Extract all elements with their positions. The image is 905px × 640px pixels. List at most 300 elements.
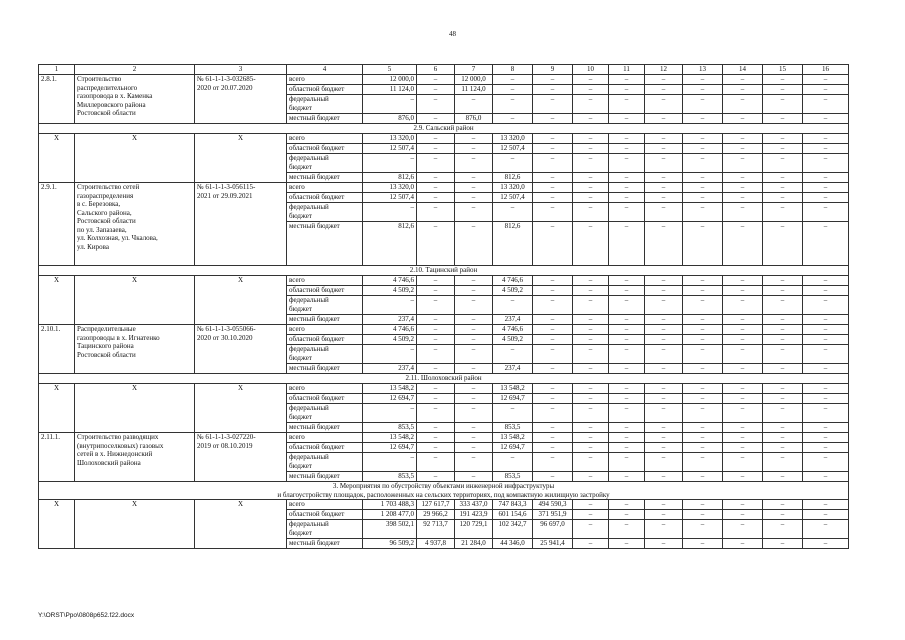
funding-source: федеральный бюджет [287, 345, 363, 364]
funding-source: всего [287, 325, 363, 335]
value-cell: – [683, 183, 723, 193]
value-cell: – [723, 364, 763, 374]
funding-source: всего [287, 75, 363, 85]
value-cell: – [609, 296, 645, 315]
value-cell: – [533, 114, 573, 124]
value-cell: 812,6 [493, 222, 533, 266]
value-cell: – [573, 276, 609, 286]
value-cell: 12 694,7 [493, 394, 533, 404]
value-cell: – [803, 144, 849, 154]
value-cell: – [723, 433, 763, 443]
value-cell: – [533, 345, 573, 364]
funding-source: всего [287, 384, 363, 394]
value-cell: 191 423,9 [455, 510, 493, 520]
value-cell: 333 437,0 [455, 500, 493, 510]
value-cell: – [683, 144, 723, 154]
value-cell: – [683, 276, 723, 286]
value-cell: – [417, 222, 455, 266]
value-cell: – [455, 472, 493, 482]
value-cell: – [763, 433, 803, 443]
value-cell: 4 937,8 [417, 539, 455, 549]
funding-source: областной бюджет [287, 510, 363, 520]
value-cell: – [455, 394, 493, 404]
value-cell: – [455, 276, 493, 286]
value-cell: 96 697,0 [533, 520, 573, 539]
value-cell: – [417, 394, 455, 404]
value-cell: – [683, 203, 723, 222]
value-cell: – [763, 500, 803, 510]
value-cell: – [723, 134, 763, 144]
table-row [39, 384, 849, 394]
funding-source: федеральный бюджет [287, 404, 363, 423]
value-cell: – [417, 85, 455, 95]
value-cell: – [723, 144, 763, 154]
value-cell: – [645, 173, 683, 183]
value-cell: – [723, 85, 763, 95]
value-cell: 398 502,1 [363, 520, 417, 539]
value-cell: 812,6 [493, 173, 533, 183]
value-cell: – [645, 114, 683, 124]
value-cell: 747 843,3 [493, 500, 533, 510]
value-cell: – [645, 404, 683, 423]
value-cell: – [533, 443, 573, 453]
value-cell: – [493, 75, 533, 85]
value-cell: – [417, 296, 455, 315]
funding-source: местный бюджет [287, 222, 363, 266]
value-cell: 25 941,4 [533, 539, 573, 549]
value-cell: – [763, 423, 803, 433]
value-cell: – [573, 173, 609, 183]
value-cell: – [417, 453, 455, 472]
value-cell: – [363, 296, 417, 315]
value-cell: 13 548,2 [493, 433, 533, 443]
value-cell: – [417, 472, 455, 482]
value-cell: – [763, 183, 803, 193]
value-cell: – [683, 286, 723, 296]
value-cell: – [417, 315, 455, 325]
funding-source: федеральный бюджет [287, 520, 363, 539]
value-cell: 237,4 [363, 364, 417, 374]
column-header: 2 [75, 65, 195, 75]
column-header: 5 [363, 65, 417, 75]
value-cell: – [455, 345, 493, 364]
value-cell: – [803, 335, 849, 345]
value-cell: – [609, 193, 645, 203]
value-cell: – [609, 364, 645, 374]
value-cell: 601 154,6 [493, 510, 533, 520]
value-cell: – [609, 85, 645, 95]
value-cell: – [363, 203, 417, 222]
value-cell: 812,6 [363, 173, 417, 183]
value-cell: 4 509,2 [363, 286, 417, 296]
value-cell: – [417, 134, 455, 144]
value-cell: – [803, 510, 849, 520]
value-cell: – [683, 173, 723, 183]
value-cell: – [609, 144, 645, 154]
value-cell: – [645, 222, 683, 266]
value-cell: – [803, 203, 849, 222]
value-cell: – [763, 384, 803, 394]
value-cell: – [723, 520, 763, 539]
section-heading-row [39, 374, 849, 384]
value-cell: – [573, 315, 609, 325]
value-cell: – [723, 173, 763, 183]
value-cell: – [763, 75, 803, 85]
value-cell: – [533, 325, 573, 335]
value-cell: – [763, 394, 803, 404]
value-cell: 13 320,0 [363, 183, 417, 193]
value-cell: – [417, 276, 455, 286]
column-header: 10 [573, 65, 609, 75]
value-cell: – [455, 173, 493, 183]
value-cell: – [455, 286, 493, 296]
value-cell: – [763, 443, 803, 453]
value-cell: – [803, 75, 849, 85]
value-cell: 21 284,0 [455, 539, 493, 549]
item-document: Х [195, 384, 287, 433]
column-header: 3 [195, 65, 287, 75]
funding-source: областной бюджет [287, 193, 363, 203]
value-cell: – [573, 394, 609, 404]
value-cell: 11 124,0 [363, 85, 417, 95]
value-cell: 876,0 [455, 114, 493, 124]
value-cell: – [683, 500, 723, 510]
page-number: 48 [449, 30, 456, 38]
value-cell: – [803, 443, 849, 453]
value-cell: – [609, 520, 645, 539]
item-name: Х [75, 276, 195, 325]
value-cell: – [573, 384, 609, 394]
value-cell: – [493, 404, 533, 423]
value-cell: – [455, 134, 493, 144]
value-cell: – [723, 286, 763, 296]
value-cell: – [645, 443, 683, 453]
value-cell: – [723, 154, 763, 173]
value-cell: – [533, 183, 573, 193]
value-cell: 494 590,3 [533, 500, 573, 510]
value-cell: – [609, 173, 645, 183]
value-cell: – [645, 193, 683, 203]
value-cell: – [803, 453, 849, 472]
value-cell: – [803, 433, 849, 443]
value-cell: 13 320,0 [493, 183, 533, 193]
value-cell: – [645, 472, 683, 482]
value-cell: – [455, 443, 493, 453]
value-cell: – [763, 296, 803, 315]
value-cell: – [645, 154, 683, 173]
value-cell: – [573, 144, 609, 154]
table-row [39, 325, 849, 335]
table-row [39, 183, 849, 193]
value-cell: 4 509,2 [493, 286, 533, 296]
item-code: 2.10.1. [39, 325, 75, 374]
funding-source: местный бюджет [287, 173, 363, 183]
value-cell: – [455, 315, 493, 325]
value-cell: – [763, 134, 803, 144]
column-header: 8 [493, 65, 533, 75]
value-cell: – [417, 286, 455, 296]
value-cell: – [363, 453, 417, 472]
value-cell: – [645, 144, 683, 154]
value-cell: – [533, 85, 573, 95]
value-cell: – [573, 345, 609, 364]
value-cell: – [573, 335, 609, 345]
value-cell: 92 713,7 [417, 520, 455, 539]
value-cell: – [573, 183, 609, 193]
value-cell: – [803, 154, 849, 173]
column-header: 7 [455, 65, 493, 75]
value-cell: 853,5 [363, 472, 417, 482]
value-cell: – [609, 95, 645, 114]
value-cell: – [609, 510, 645, 520]
value-cell: – [533, 276, 573, 286]
value-cell: – [609, 222, 645, 266]
value-cell: – [683, 443, 723, 453]
value-cell: – [533, 144, 573, 154]
value-cell: – [683, 315, 723, 325]
value-cell: – [645, 500, 683, 510]
value-cell: – [645, 510, 683, 520]
value-cell: – [455, 453, 493, 472]
value-cell: – [763, 404, 803, 423]
funding-source: федеральный бюджет [287, 203, 363, 222]
table-row [39, 134, 849, 144]
value-cell: 12 507,4 [493, 144, 533, 154]
funding-source: всего [287, 183, 363, 193]
funding-source: областной бюджет [287, 443, 363, 453]
value-cell: – [723, 183, 763, 193]
value-cell: – [455, 364, 493, 374]
section-heading: 2.11. Шолоховский район [39, 374, 849, 384]
value-cell: – [645, 75, 683, 85]
value-cell: – [455, 203, 493, 222]
value-cell: 853,5 [493, 472, 533, 482]
value-cell: 12 694,7 [493, 443, 533, 453]
value-cell: – [683, 114, 723, 124]
value-cell: 237,4 [493, 315, 533, 325]
value-cell: – [573, 433, 609, 443]
value-cell: – [683, 510, 723, 520]
value-cell: 13 548,2 [363, 384, 417, 394]
table-row [39, 433, 849, 443]
value-cell: – [533, 315, 573, 325]
value-cell: – [493, 95, 533, 114]
value-cell: – [803, 286, 849, 296]
value-cell: – [683, 394, 723, 404]
value-cell: – [645, 394, 683, 404]
value-cell: – [455, 296, 493, 315]
funding-source: местный бюджет [287, 539, 363, 549]
value-cell: – [573, 222, 609, 266]
value-cell: 12 507,4 [363, 144, 417, 154]
value-cell: – [455, 144, 493, 154]
funding-source: местный бюджет [287, 472, 363, 482]
value-cell: – [533, 394, 573, 404]
value-cell: – [683, 95, 723, 114]
value-cell: – [723, 539, 763, 549]
section-heading: 2.10. Тацинский район [39, 266, 849, 276]
value-cell: – [763, 345, 803, 364]
value-cell: – [723, 325, 763, 335]
value-cell: – [573, 296, 609, 315]
funding-source: областной бюджет [287, 286, 363, 296]
value-cell: – [803, 114, 849, 124]
value-cell: 13 320,0 [363, 134, 417, 144]
value-cell: – [683, 345, 723, 364]
value-cell: – [533, 95, 573, 114]
value-cell: – [533, 472, 573, 482]
value-cell: – [609, 134, 645, 144]
value-cell: 4 746,6 [363, 325, 417, 335]
value-cell: 1 703 488,3 [363, 500, 417, 510]
value-cell: – [803, 345, 849, 364]
value-cell: – [763, 154, 803, 173]
item-document: № 61-1-1-3-032685- 2020 от 20.07.2020 [195, 75, 287, 124]
value-cell: – [573, 510, 609, 520]
value-cell: 12 507,4 [363, 193, 417, 203]
value-cell: – [609, 286, 645, 296]
value-cell: – [683, 296, 723, 315]
column-header: 15 [763, 65, 803, 75]
value-cell: – [493, 114, 533, 124]
value-cell: – [417, 173, 455, 183]
column-header: 6 [417, 65, 455, 75]
value-cell: – [533, 286, 573, 296]
funding-source: федеральный бюджет [287, 95, 363, 114]
value-cell: – [803, 500, 849, 510]
column-header: 9 [533, 65, 573, 75]
value-cell: – [609, 75, 645, 85]
funding-source: местный бюджет [287, 114, 363, 124]
value-cell: – [533, 433, 573, 443]
value-cell: – [573, 443, 609, 453]
value-cell: – [455, 384, 493, 394]
value-cell: – [723, 453, 763, 472]
value-cell: – [363, 404, 417, 423]
funding-source: областной бюджет [287, 85, 363, 95]
value-cell: 371 951,9 [533, 510, 573, 520]
value-cell: – [493, 85, 533, 95]
value-cell: – [417, 183, 455, 193]
value-cell: – [533, 75, 573, 85]
item-document: № 61-1-1-3-027220- 2019 от 08.10.2019 [195, 433, 287, 482]
value-cell: – [645, 335, 683, 345]
value-cell: – [533, 173, 573, 183]
value-cell: – [763, 520, 803, 539]
value-cell: – [803, 222, 849, 266]
value-cell: – [533, 423, 573, 433]
value-cell: – [417, 335, 455, 345]
value-cell: – [723, 315, 763, 325]
value-cell: – [609, 453, 645, 472]
table-row [39, 500, 849, 510]
value-cell: – [645, 423, 683, 433]
value-cell: 13 548,2 [493, 384, 533, 394]
value-cell: – [455, 423, 493, 433]
value-cell: – [683, 453, 723, 472]
value-cell: – [573, 539, 609, 549]
value-cell: – [723, 510, 763, 520]
column-header: 4 [287, 65, 363, 75]
value-cell: 12 694,7 [363, 443, 417, 453]
value-cell: – [803, 539, 849, 549]
value-cell: – [763, 144, 803, 154]
item-name: Х [75, 384, 195, 433]
value-cell: – [609, 423, 645, 433]
value-cell: – [803, 95, 849, 114]
value-cell: 4 746,6 [363, 276, 417, 286]
value-cell: – [417, 384, 455, 394]
value-cell: – [573, 75, 609, 85]
value-cell: – [763, 325, 803, 335]
value-cell: 13 320,0 [493, 134, 533, 144]
value-cell: 102 342,7 [493, 520, 533, 539]
value-cell: – [763, 453, 803, 472]
value-cell: – [417, 154, 455, 173]
item-document: Х [195, 276, 287, 325]
funding-source: федеральный бюджет [287, 453, 363, 472]
value-cell: – [533, 222, 573, 266]
value-cell: – [803, 296, 849, 315]
value-cell: – [763, 95, 803, 114]
column-header: 16 [803, 65, 849, 75]
value-cell: – [763, 222, 803, 266]
value-cell: – [683, 75, 723, 85]
value-cell: 4 746,6 [493, 276, 533, 286]
value-cell: – [683, 222, 723, 266]
funding-source: всего [287, 134, 363, 144]
value-cell: – [609, 325, 645, 335]
value-cell: – [533, 154, 573, 173]
value-cell: – [573, 203, 609, 222]
value-cell: – [455, 335, 493, 345]
value-cell: – [803, 404, 849, 423]
value-cell: 237,4 [493, 364, 533, 374]
value-cell: – [683, 384, 723, 394]
value-cell: 812,6 [363, 222, 417, 266]
value-cell: – [609, 433, 645, 443]
value-cell: – [573, 85, 609, 95]
item-name: Строительство распределительного газопровода в х. Каменка Миллеровского района Ростовской области [75, 75, 195, 124]
value-cell: – [609, 345, 645, 364]
value-cell: – [533, 335, 573, 345]
value-cell: – [363, 95, 417, 114]
column-header: 11 [609, 65, 645, 75]
value-cell: – [683, 423, 723, 433]
value-cell: – [723, 423, 763, 433]
item-document: № 61-1-1-3-056115- 2021 от 29.09.2021 [195, 183, 287, 266]
funding-source: местный бюджет [287, 364, 363, 374]
value-cell: – [683, 520, 723, 539]
item-name: Строительство сетей газораспределения в с. Березовка, Сальского района, Ростовской области по ул. Запазаева, ул. Колхозная, ул. Чкалова, ул. Кирова [75, 183, 195, 266]
value-cell: 12 000,0 [363, 75, 417, 85]
value-cell: – [723, 203, 763, 222]
value-cell: – [723, 95, 763, 114]
value-cell: – [609, 203, 645, 222]
funding-source: областной бюджет [287, 335, 363, 345]
funding-source: всего [287, 276, 363, 286]
item-name: Х [75, 134, 195, 183]
value-cell: 96 509,2 [363, 539, 417, 549]
value-cell: – [609, 315, 645, 325]
value-cell: – [683, 335, 723, 345]
value-cell: – [645, 203, 683, 222]
value-cell: – [683, 325, 723, 335]
value-cell: – [533, 404, 573, 423]
funding-source: всего [287, 433, 363, 443]
value-cell: – [455, 404, 493, 423]
value-cell: – [417, 345, 455, 364]
